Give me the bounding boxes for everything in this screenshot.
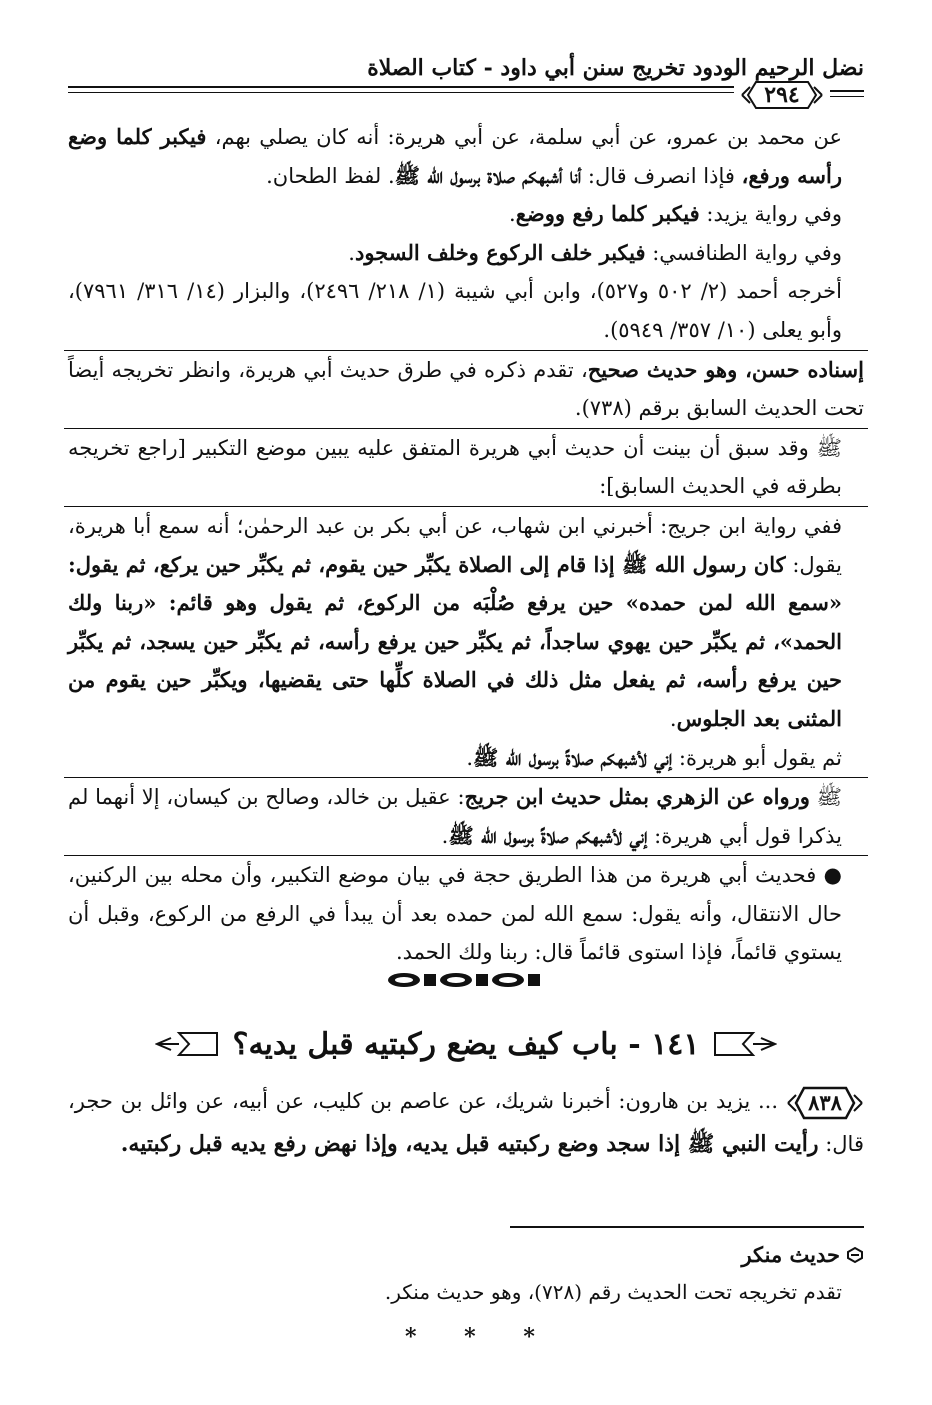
- end-mark: * * *: [405, 1324, 555, 1350]
- paragraph-ibn-jurayj: ففي رواية ابن جريج: أخبرني ابن شهاب، عن أبي بكر بن عبد الرحمٰن؛ أنه سمع أبا هريرة، يقول: كان رسول الله ﷺ إذا قام إلى الصلاة يكبِّر حين يقوم، ثم يكبِّر حين يركع، ثم يقول: «سمع الله لمن حمده» حين يرفع صُلْبَه من الركوع، ثم يقول وهو قائم: «ربنا ولك الحمد»، ثم يكبِّر حين يهوي ساجداً، ثم يكبِّر حين يرفع رأسه، ثم يكبِّر حين يسجد، ثم يكبِّر حين يرفع رأسه، ثم يفعل مثل ذلك في الصلاة كلِّها حتى يقضيها، ويكبِّر حين يقوم من المثنى بعد الجلوس.: [68, 513, 842, 731]
- flourish-left-icon: [155, 1027, 219, 1061]
- running-title: نضل الرحيم الودود تخريج سنن أبي داود - كتاب الصلاة: [367, 55, 864, 81]
- ornament-icon: [384, 970, 554, 990]
- hadith-number-frame: [786, 1085, 864, 1121]
- paragraph-conclusion: ● فحديث أبي هريرة من هذا الطريق حجة في بيان موضع التكبير، وأن محله بين الركنين، حال الانتقال، وأنه يقول: سمع الله لمن حمده بعد أن يبدأ في الرفع من الركوع، وقبل أن يستوي قائماً، فإذا استوى قائماً قال: ربنا ولك الحمد.: [68, 863, 842, 965]
- page-number: ٢٩٤: [764, 82, 800, 108]
- paragraph-isnad-grade: إسناده حسن، وهو حديث صحيح، تقدم ذكره في طرق حديث أبي هريرة، وانظر تخريجه أيضاً تحت الحديث السابق برقم (٧٣٨).: [68, 356, 864, 421]
- hadith-matn: رأيت النبي ﷺ إذا سجد وضع ركبتيه قبل يديه، وإذا نهض رفع يديه قبل ركبتيه.: [120, 1131, 819, 1157]
- hadith-text: [68, 1080, 864, 1166]
- grading-label-row: [741, 1242, 864, 1267]
- chapter-title: ١٤١ - باب كيف يضع ركبتيه قبل يديه؟: [232, 1026, 700, 1062]
- header-rule-right: [830, 90, 864, 92]
- header-rule-bottom: [68, 92, 734, 93]
- paragraph-2: وفي رواية يزيد: فيكبر كلما رفع ووضع.: [509, 201, 842, 227]
- grading-label: حديث منكر: [741, 1242, 840, 1267]
- paragraph-zuhri: ﷺ ورواه عن الزهري بمثل حديث ابن جريج: عقيل بن خالد، وصالح بن كيسان، إلا أنهما لم يذكرا قول أبي هريرة: إني لأشبهكم صلاةً برسول الله ﷺ.: [68, 784, 842, 848]
- chapter-heading: [150, 1020, 782, 1068]
- footnote-rule: [510, 1226, 864, 1228]
- body-text: [68, 118, 864, 972]
- hadith-number: ٨٣٨: [808, 1090, 842, 1115]
- paragraph-1: عن محمد بن عمرو، عن أبي سلمة، عن أبي هريرة: أنه كان يصلي بهم، فيكبر كلما وضع رأسه ورفع، فإذا انصرف قال: أنا أشبهكم صلاة برسول الله ﷺ. لفظ الطحان.: [68, 124, 842, 188]
- grading-text: تقدم تخريجه تحت الحديث رقم (٧٢٨)، وهو حديث منكر.: [384, 1280, 842, 1304]
- paragraph-note: ﷺ وقد سبق أن بينت أن حديث أبي هريرة المتفق عليه يبين موضع التكبير [راجع تخريجه بطرقه في الحديث السابق]:: [68, 435, 842, 499]
- paragraph-takhrij: أخرجه أحمد (٢/ ٥٠٢ و٥٢٧)، وابن أبي شيبة (١/ ٢١٨/ ٢٤٩٦)، والبزار (١٤/ ٣١٦/ ٧٩٦١)، وأبو يعلى (١٠/ ٣٥٧/ ٥٩٤٩).: [68, 279, 842, 342]
- hadith-isnad: ... يزيد بن هارون: أخبرنا شريك، عن عاصم بن كليب، عن أبيه، عن وائل بن حجر، قال:: [68, 1089, 864, 1156]
- grading-marker-icon: [846, 1246, 864, 1264]
- flourish-right-icon: [713, 1027, 777, 1061]
- paragraph-abu-hurayra: ثم يقول أبو هريرة: إني لأشبهكم صلاةً برسول الله ﷺ.: [466, 744, 842, 770]
- paragraph-3: وفي رواية الطنافسي: فيكبر خلف الركوع وخلف السجود.: [348, 239, 842, 265]
- page-number-frame: [740, 78, 824, 112]
- header-rule-right-2: [830, 96, 864, 97]
- header-rule-top: [68, 86, 734, 88]
- ornament-divider: [384, 970, 554, 990]
